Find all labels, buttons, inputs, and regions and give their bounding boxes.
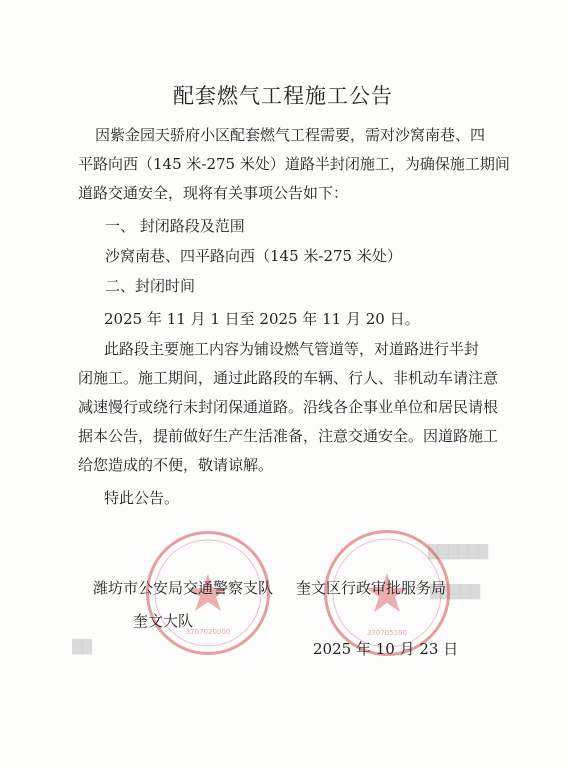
section1-heading: 一、 封闭路段及范围 — [105, 217, 245, 235]
show-through-text: █████ — [430, 585, 480, 600]
signatory-1-unit: 奎文大队 — [133, 612, 194, 630]
body-line: 闭施工。施工期间，通过此路段的车辆、行人、非机动车请注意 — [78, 369, 499, 387]
notice-title: 配套燃气工程施工公告 — [173, 84, 393, 108]
body-line: 给您造成的不便，敬请谅解。 — [78, 456, 274, 474]
show-through-text: ██████ — [428, 545, 488, 560]
intro-line: 因紫金园天骄府小区配套燃气工程需要，需对沙窝南巷、四 — [95, 126, 486, 144]
notice-date: 2025 年 10 月 23 日 — [313, 640, 459, 658]
section2-heading: 二、封闭时间 — [105, 277, 196, 295]
body-paragraph — [78, 335, 506, 480]
svg-text:3707020000: 3707020000 — [185, 628, 231, 636]
signatory-1-name: 潍坊市公安局交通警察支队 — [93, 579, 274, 597]
body-line: 据本公告，提前做好生产生活准备，注意交通安全。因道路施工 — [78, 427, 499, 445]
svg-text:370705100: 370705100 — [366, 629, 408, 637]
intro-line: 平路向西（145 米-275 米处）道路半封闭施工，为确保施工期间 — [78, 155, 510, 173]
intro-line: 道路交通安全，现将有关事项公告如下： — [78, 184, 349, 202]
show-through-text: ██ — [72, 640, 92, 655]
intro-paragraph — [78, 121, 510, 208]
body-line: 此路段主要施工内容为铺设燃气管道等，对道路进行半封 — [104, 340, 480, 358]
body-line: 减速慢行或绕行未封闭保通道路。沿线各企事业单位和居民请根 — [78, 398, 499, 416]
signatory-2-name: 奎文区行政审批服务局 — [296, 579, 447, 597]
section1-body: 沙窝南巷、四平路向西（145 米-275 米处） — [105, 247, 402, 265]
closing-text: 特此公告。 — [104, 489, 180, 507]
section2-body: 2025 年 11 月 1 日至 2025 年 11 月 20 日。 — [104, 310, 420, 328]
